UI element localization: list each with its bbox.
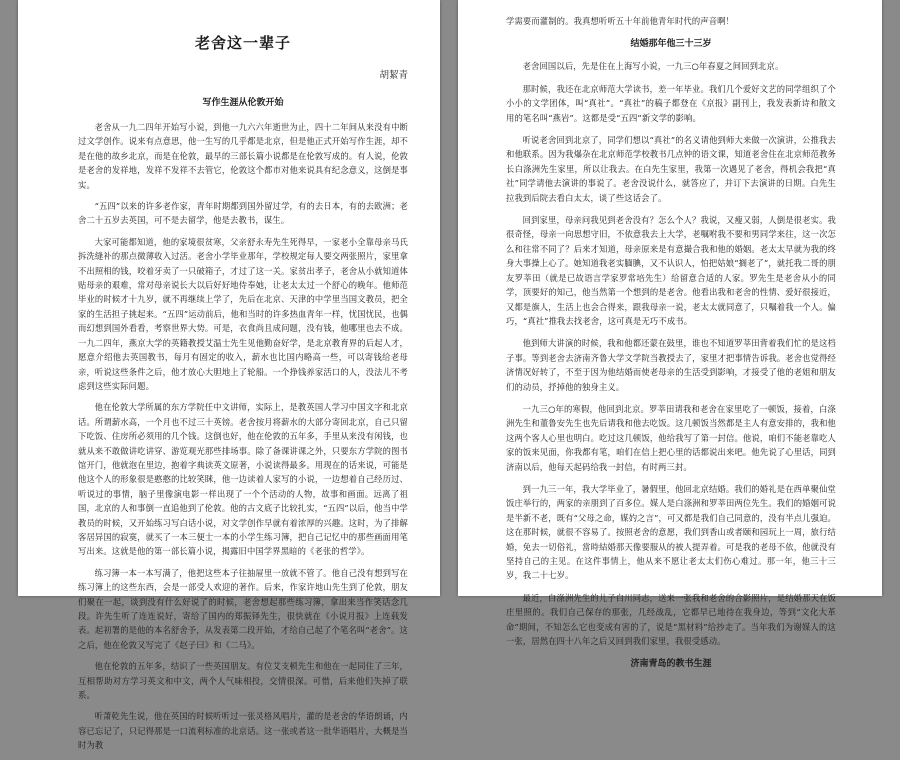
right-page-content [506,14,836,669]
paragraph: 最近，白涤洲先生的儿子白川同志，送来一张我和老舍的合影照片，是结婚那天在饭庄里照的。我们自己保存的那张，几经战乱，它都早已地待在我身边，等到“文化大革命”期间，不知怎么它也变成有害的了，说是“黑材料”给抄走了。当年我们为谢媒人的这一张，居然在四十八年之后又回到我们家里，我很受感动。 [506,592,836,647]
section-heading-marriage: 结婚那年他三十三岁 [630,39,712,50]
paragraph: 回到家里，母亲问我见到老舍没有？怎么个人？我说，又瘦又弱，人倒是很老实。我很奇怪，母亲一向思想守旧，不依意我去上大学，老嘱咐我不要和男同学来往，这一次怎么和往常不同了？后来才知道，母亲原来是有意撮合我和他的婚姻。老太太早就为我的终身大事操上心了。她知道我老实腼腆，又不认识人，怕把姑娘“搁老了”，就托我二哥的朋友罗莘田（就是已故语言学家罗常培先生）给留意合适的人家。罗先生是老舍从小的同学，顶要好的知己，他当然第一个想到的是老舍。他看出我和老舍的性情、爱好很接近，又都是旗人，生活上也会合得来，跟我母亲一说，老太太就同意了，只嘱着我一个人。偏巧，“真社”推我去找老舍，这可真是无巧不成书。 [506,215,836,326]
section-heading-london: 写作生涯从伦敦开始 [202,98,284,108]
paragraph: 练习簿一本一本写满了，他把这些本子往抽屉里一放就不管了。他自己没有想到写在练习簿上的这些东西，会是一部受人欢迎的著作。后来，作家许地山先生到了伦敦，朋友们聚在一起，谈到没有什么好说了的时候，老舍想起那些练习簿，拿出来当作笑话念几段。许先生听了连连说好，寄给了国内的郑振铎先生，很快就在《小说月报》上连载发表。起初署的是他的本名舒舍予，从发表第二段开始，才给自己起了个笔名叫“老舍”。这之后，他在伦敦又写完了《赵子曰》和《二马》。 [78,567,408,650]
paragraph: 那时候，我还在北京师范大学读书，差一年毕业。我们几个爱好文艺的同学组织了个小小的文学团体，叫“真社”。“真社”的稿子都登在《京报》副刊上，我发表新诗和散文用的笔名叫“燕岩”。这都是受“五四”新文学的影响。 [506,83,836,123]
article-title: 老舍这一辈子 [194,34,291,52]
paragraph: 到一九三一年，我大学毕业了，暑假里，他回北京结婚。我们的婚礼是在西单聚仙堂饭庄举行的，两家的亲朋到了百多位。媒人是白涤洲和罗莘田两位先生。我们的婚姻可说是半新不老，既有“父母之命，媒妁之言”，可又都是我们自己同意的，没有半点儿强迫。这在那时候，就很不容易了。按照老舍的意愿，我们到香山或者颐和园玩上一周，旅行结婚，免去一切俗礼，當時結婚那天像要服从的被人提弄着。可是我的老母不依，他就没有坚持自己的主见。在这件事情上，他从来不愿让老太太们伤心难过。那一年，他三十三岁，我二十七岁。 [506,483,836,581]
paragraph: 听说老舍回到北京了，同学们想以“真社”的名义请他到师大来做一次演讲，公推我去和他联系。因为我爆杂在北京师范学校教书几点钟的语文课，知道老舍住在北京师范教务长白涤洲先生家里，所以让我去。在白先生家里，我第一次遇见了老舍，得机会我把“真社”同学请他去演讲的事说了。老舍没说什么，就答应了，并订下去演讲的日期。白先生拉我到后院去看白太太，谈了些这话会了。 [506,135,836,203]
author-name: 胡絜青 [379,70,408,81]
left-page-content [78,0,408,760]
paragraph: 他在伦敦的五年多，结识了一些英国朋友。有位艾支顿先生和他在一起同住了三年，互相帮助对方学习英文和中文，两个人气味相投，交情很深。可惜，后来他们失掉了联系。 [78,661,408,701]
left-page [18,0,440,751]
paragraph: 一九三○年的寒假，他回到北京。罗莘田请我和老舍在家里吃了一顿饭，接着，白涤洲先生和董鲁安先生也先后请我和他去吃饭。这几顿饭当然都是主人有意安排的，我和他这两个客人心里也明白。吃过这几顿饭，他给我写了第一封信。他说，咱们不能老靠吃人家的饭来见面，你我都有笔，咱们在信上把心里的话都说出来吧。他先说了心里话，同到济南以后，他每天起码给我一封信，有时两三封。 [506,403,836,472]
paragraph: 他到师大讲演的时候，我和他都还蒙在鼓里，谁也不知道罗莘田背着我们忙的是这档子事。等到老舍去济南齐鲁大学文学院当教授去了，家里才把事情告诉我。老舍也觉得经济情况好转了，不至于因为他结婚而使老母亲的生活受到影响，才接受了他的老姐和朋友们的动员，抒掉他的独身主义。 [506,338,836,392]
section-heading-jinan-qingdao: 济南青岛的教书生涯 [630,659,712,670]
paragraph: 他在伦敦大学所属的东方学院任中文讲师，实际上，是教英国人学习中国文字和北京话。所谓薪水高，一个月也不过三十英镑。老舍按月将薪水的大部分寄回北京，自己只留下吃饭、住房所必须用的几个钱。这倒也好，他在伦敦的五年多，手里从来没有闲钱，也就从来不敢做讲吃讲穿、游览观光那些排场事。除了备课讲课之外，只要东方学院的图书馆开门，他就泡在里边，抱着字典读英文原著，小说读得最多。用现在的话来说，可能是他这个人的形象很是憨憨的比较笑眯，他一边读着人家写的小说，一边想着自己经历过、听说过的事情，脑子里像演电影一样出现了一个个活动的人物，故事和画面。远离了祖国，北京的人和事倒一直追他到了伦敦。他的古文底子比较扎实，“五四”以后，他当中学教员的时候，又开始练习写白话小说，对文学创作早就有着浓厚的兴趣。这时，为了排解客居异国的寂寞，就买了一本三便士一本的小学生练习簿，把自己记忆中的那些画面用笔写出来。这就是他的第一部长篇小说，揭露旧中国学界黑暗的《老张的哲学》。 [78,402,408,557]
paragraph: 听萧乾先生说，他在英国的时候听听过一张灵格风唱片，灌的是老舍的华语朗诵，内容已忘记了，只记得那是一口流利标准的北京话。这一张或者这一批华语唱片，大概是当时为教 [78,711,408,751]
paragraph: “五四”以来的许多老作家，青年时期都到国外留过学，有的去日本，有的去欧洲；老舍二十五岁去英国，可不是去留学，他是去教书，谋生。 [78,201,408,226]
paragraph: 老舍从一九二四年开始写小说，到他一九六六年逝世为止，四十二年间从来没有中断过文学创作。说来有点意思，他一生写的几乎都是北京，但是他正式开始写作生涯，却不是在他的故乡北京，而是在伦敦，最早的三部长篇小说都是在伦敦写成的。有人说，伦敦是老舍的发祥地，发祥不发祥不去管它，伦敦这个都市对他来说具有纪念意义，这倒是事实。 [78,122,408,190]
right-page [458,0,882,670]
paragraph: 老舍回国以后，先是住在上海写小说，一九三○年春夏之间回到北京。 [522,61,784,72]
paragraph-continued: 学需要而灌制的。我真想听听五十年前他青年时代的声音啊！ [506,16,735,26]
paragraph: 大家可能都知道，他的家境很贫寒，父亲舒永寿先生死得早，一家老小全靠母亲马氏拆洗缝补的那点微薄收入过活。老舍小学毕业那年，学校规定每人要交两张照片，家里拿不出照相的钱，咬着牙卖了一只破箱子，才过了这一关。家贫出孝子，老舍从小就知道体贴母亲的艰难，常对母亲说长大以后好好地侍奉她，让老太太过一个舒心的晚年。他师范毕业的时候才十九岁，就不再继续上学了，先后在北京、天津的中学里当国文教员，把全家的生活担子挑起来。“五四”运动前后，他和当时的许多热血青年一样，忧国忧民，也偶而幻想到国外看看，考察世界大势。可是，衣食尚且成问题，没有钱，他哪里也去不成。一九二四年，燕京大学的英籍教授艾温士先生见他勤奋好学，是北京教育界的后起人才，愿意介绍他去英国教书，每月有固定的收入，薪水也比国内略高一些，可以寄钱给老母亲，听说这些条件之后，他才放心大胆地上了轮船。一个挣钱养家活口的人，没法儿不考虑到这些实际问题。 [78,236,408,391]
